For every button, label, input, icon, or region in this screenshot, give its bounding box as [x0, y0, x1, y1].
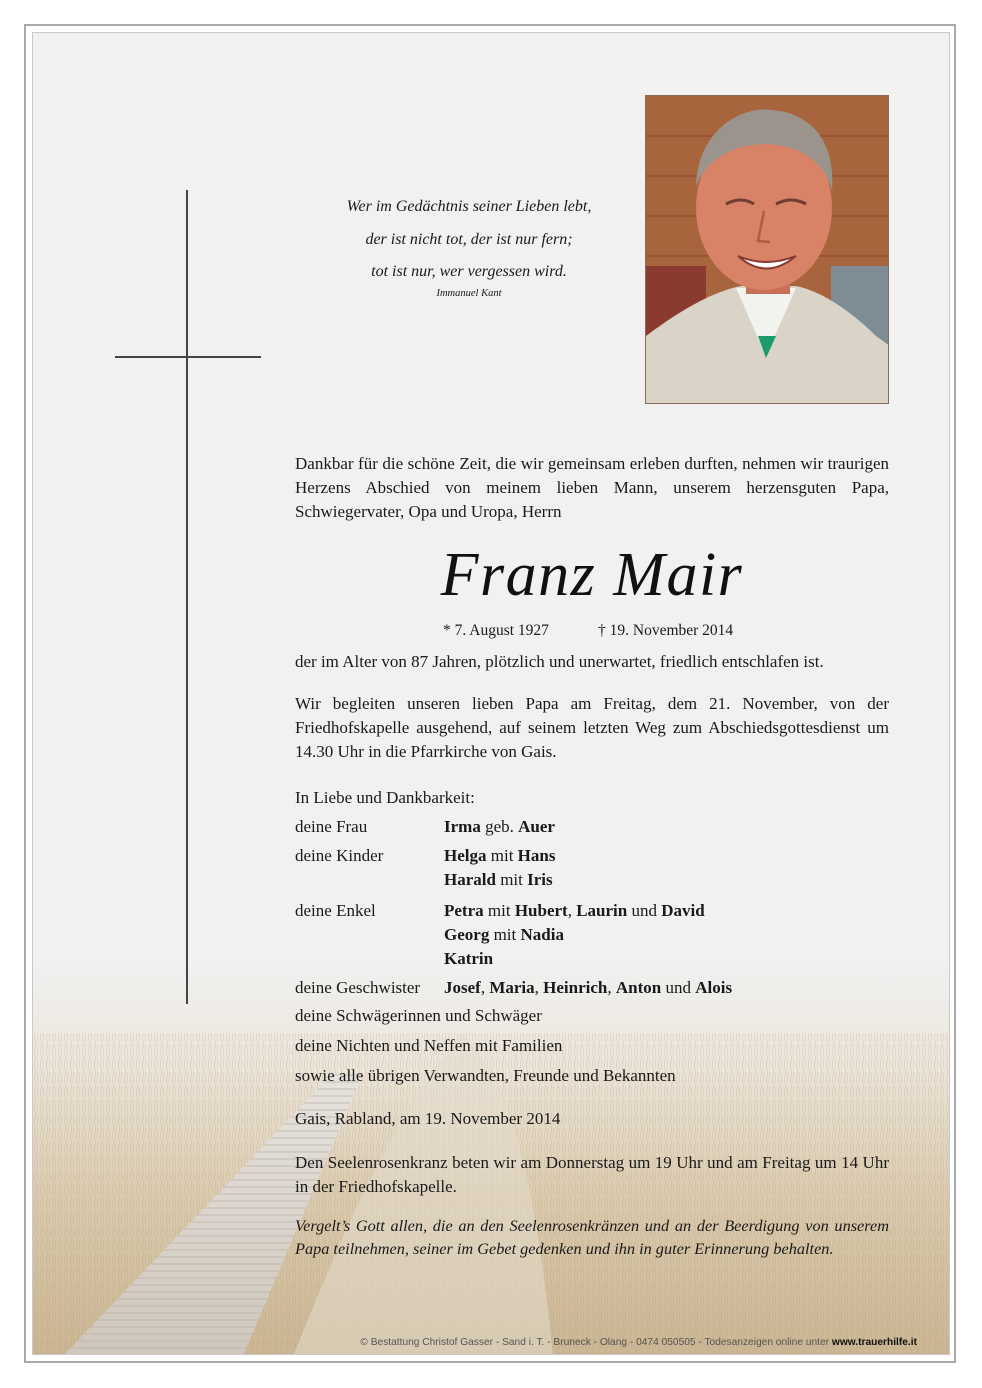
family-name: Josef: [444, 978, 481, 997]
age-statement: der im Alter von 87 Jahren, plötzlich und unerwartet, friedlich entschlafen ist.: [295, 652, 824, 671]
family-name: Hubert: [514, 901, 568, 920]
quote-line: der ist nicht tot, der ist nur fern;: [365, 230, 573, 248]
family-name: Alois: [695, 978, 733, 997]
family-name: Georg: [444, 925, 490, 944]
family-label: deine Geschwister: [295, 978, 421, 997]
portrait-photo: [645, 95, 889, 404]
family-label: deine Frau: [295, 817, 368, 836]
rosary-notice: Den Seelenrosenkranz beten wir am Donnerstag um 19 Uhr und am Freitag um 14 Uhr in der Friedhofskapelle.: [295, 1153, 889, 1196]
family-name: David: [661, 901, 705, 920]
family-name: Iris: [527, 870, 553, 889]
cross-vertical-bar: [186, 190, 188, 1004]
family-name: Anton: [615, 978, 662, 997]
family-name: Auer: [518, 817, 555, 836]
family-label: deine Kinder: [295, 846, 384, 865]
footer-text: © Bestattung Christof Gasser - Sand i. T. - Bruneck - Olang - 0474 050505 - Todesanzeigen online unter: [360, 1337, 832, 1348]
place-and-date: Gais, Rabland, am 19. November 2014: [295, 1109, 561, 1128]
death-date: † 19. November 2014: [598, 622, 734, 639]
quote-author: Immanuel Kant: [436, 287, 502, 299]
family-name: Maria: [489, 978, 535, 997]
funeral-paragraph: Wir begleiten unseren lieben Papa am Freitag, dem 21. November, von der Friedhofskapelle ausgehend, auf seinem letzten Weg zum Abschiedsgottesdienst um 14.30 Uhr in die Pfarrkirche von Gais.: [295, 694, 889, 761]
footer-link[interactable]: www.trauerhilfe.it: [831, 1337, 917, 1348]
family-name: Helga: [444, 846, 487, 865]
family-name: Laurin: [576, 901, 628, 920]
family-name: Nadia: [520, 925, 564, 944]
family-name: Heinrich: [543, 978, 608, 997]
cross-horizontal-bar: [115, 356, 261, 358]
memorial-quote: [289, 191, 649, 301]
family-name: Katrin: [444, 949, 494, 968]
family-name: Irma: [444, 817, 481, 836]
obituary-page: Wer im Gedächtnis seiner Lieben lebt, der ist nicht tot, der ist nur fern; tot ist nur, wer vergessen wird. Immanuel Kant Dankbar für die schöne Zeit, die wir gemeinsam erleben durften, nehmen wir traurigen Herzens Abschied von meinem lieben Mann, unserem herzensguten Papa, Schwiegervater, Opa und Uropa, Herrn Franz Mair * 7. August 1927 † 19. November 2014 der im Alter von 87 Jahren, plötzlich und unerwartet, friedlich entschlafen ist. Wir begleiten unseren lieben Papa am Freitag, dem 21. November, von der Friedhofskapelle ausgehend, auf seinem letzten Weg zum Abschiedsgottesdienst um 14.30 Uhr in die Pfarrkirche von Gais. In Liebe und Dankbarkeit: deine Frau Irma geb. Auer deine Kinder Helga mit Hans Harald mit Iris deine Enkel Petra mit Hubert, Laurin und David Georg mit Nadia Katrin deine Geschwister Josef, Maria, Heinrich, Anton und Alois deine Schwägerinnen und Schwäger deine Nichten und Neffen mit Familien sowie alle übrigen Verwandten, Freunde und Bekannten Gais, Rabland, am 19. November 2014 Den Seelenrosenkranz beten wir am Donnerstag um 19 Uhr und am Freitag um 14 Uhr in der Friedhofskapelle. Vergelt’s Gott allen, die an den Seelenrosenkränzen und an der Beerdigung von unserem Papa teilnehmen, seiner im Gebet gedenken und ihn in guter Erinnerung behalten. © Bestattung Christof Gasser - Sand i. T. - Bruneck - Olang - 0474 050505 - Todesanzeigen online unter www.trauerhilfe.it: [32, 32, 950, 1355]
birth-date: * 7. August 1927: [443, 622, 549, 639]
family-label: deine Enkel: [295, 901, 376, 920]
quote-line: Wer im Gedächtnis seiner Lieben lebt,: [346, 198, 592, 215]
mourners-heading: In Liebe und Dankbarkeit:: [295, 788, 475, 807]
intro-paragraph: Dankbar für die schöne Zeit, die wir gemeinsam erleben durften, nehmen wir traurigen Herzens Abschied von meinem lieben Mann, unserem herzensguten Papa, Schwiegervater, Opa und Uropa, Herrn: [295, 454, 889, 521]
family-name: Petra: [444, 901, 484, 920]
thanks-note: Vergelt’s Gott allen, die an den Seelenrosenkränzen und an der Beerdigung von unserem Papa teilnehmen, seiner im Gebet gedenken und ihn in guter Erinnerung behalten.: [295, 1216, 889, 1258]
family-name: Hans: [517, 846, 556, 865]
quote-line: tot ist nur, wer vergessen wird.: [371, 263, 567, 280]
footer-credit: [360, 1337, 917, 1348]
family-name: Harald: [444, 870, 496, 889]
deceased-name: Franz Mair: [440, 541, 744, 609]
